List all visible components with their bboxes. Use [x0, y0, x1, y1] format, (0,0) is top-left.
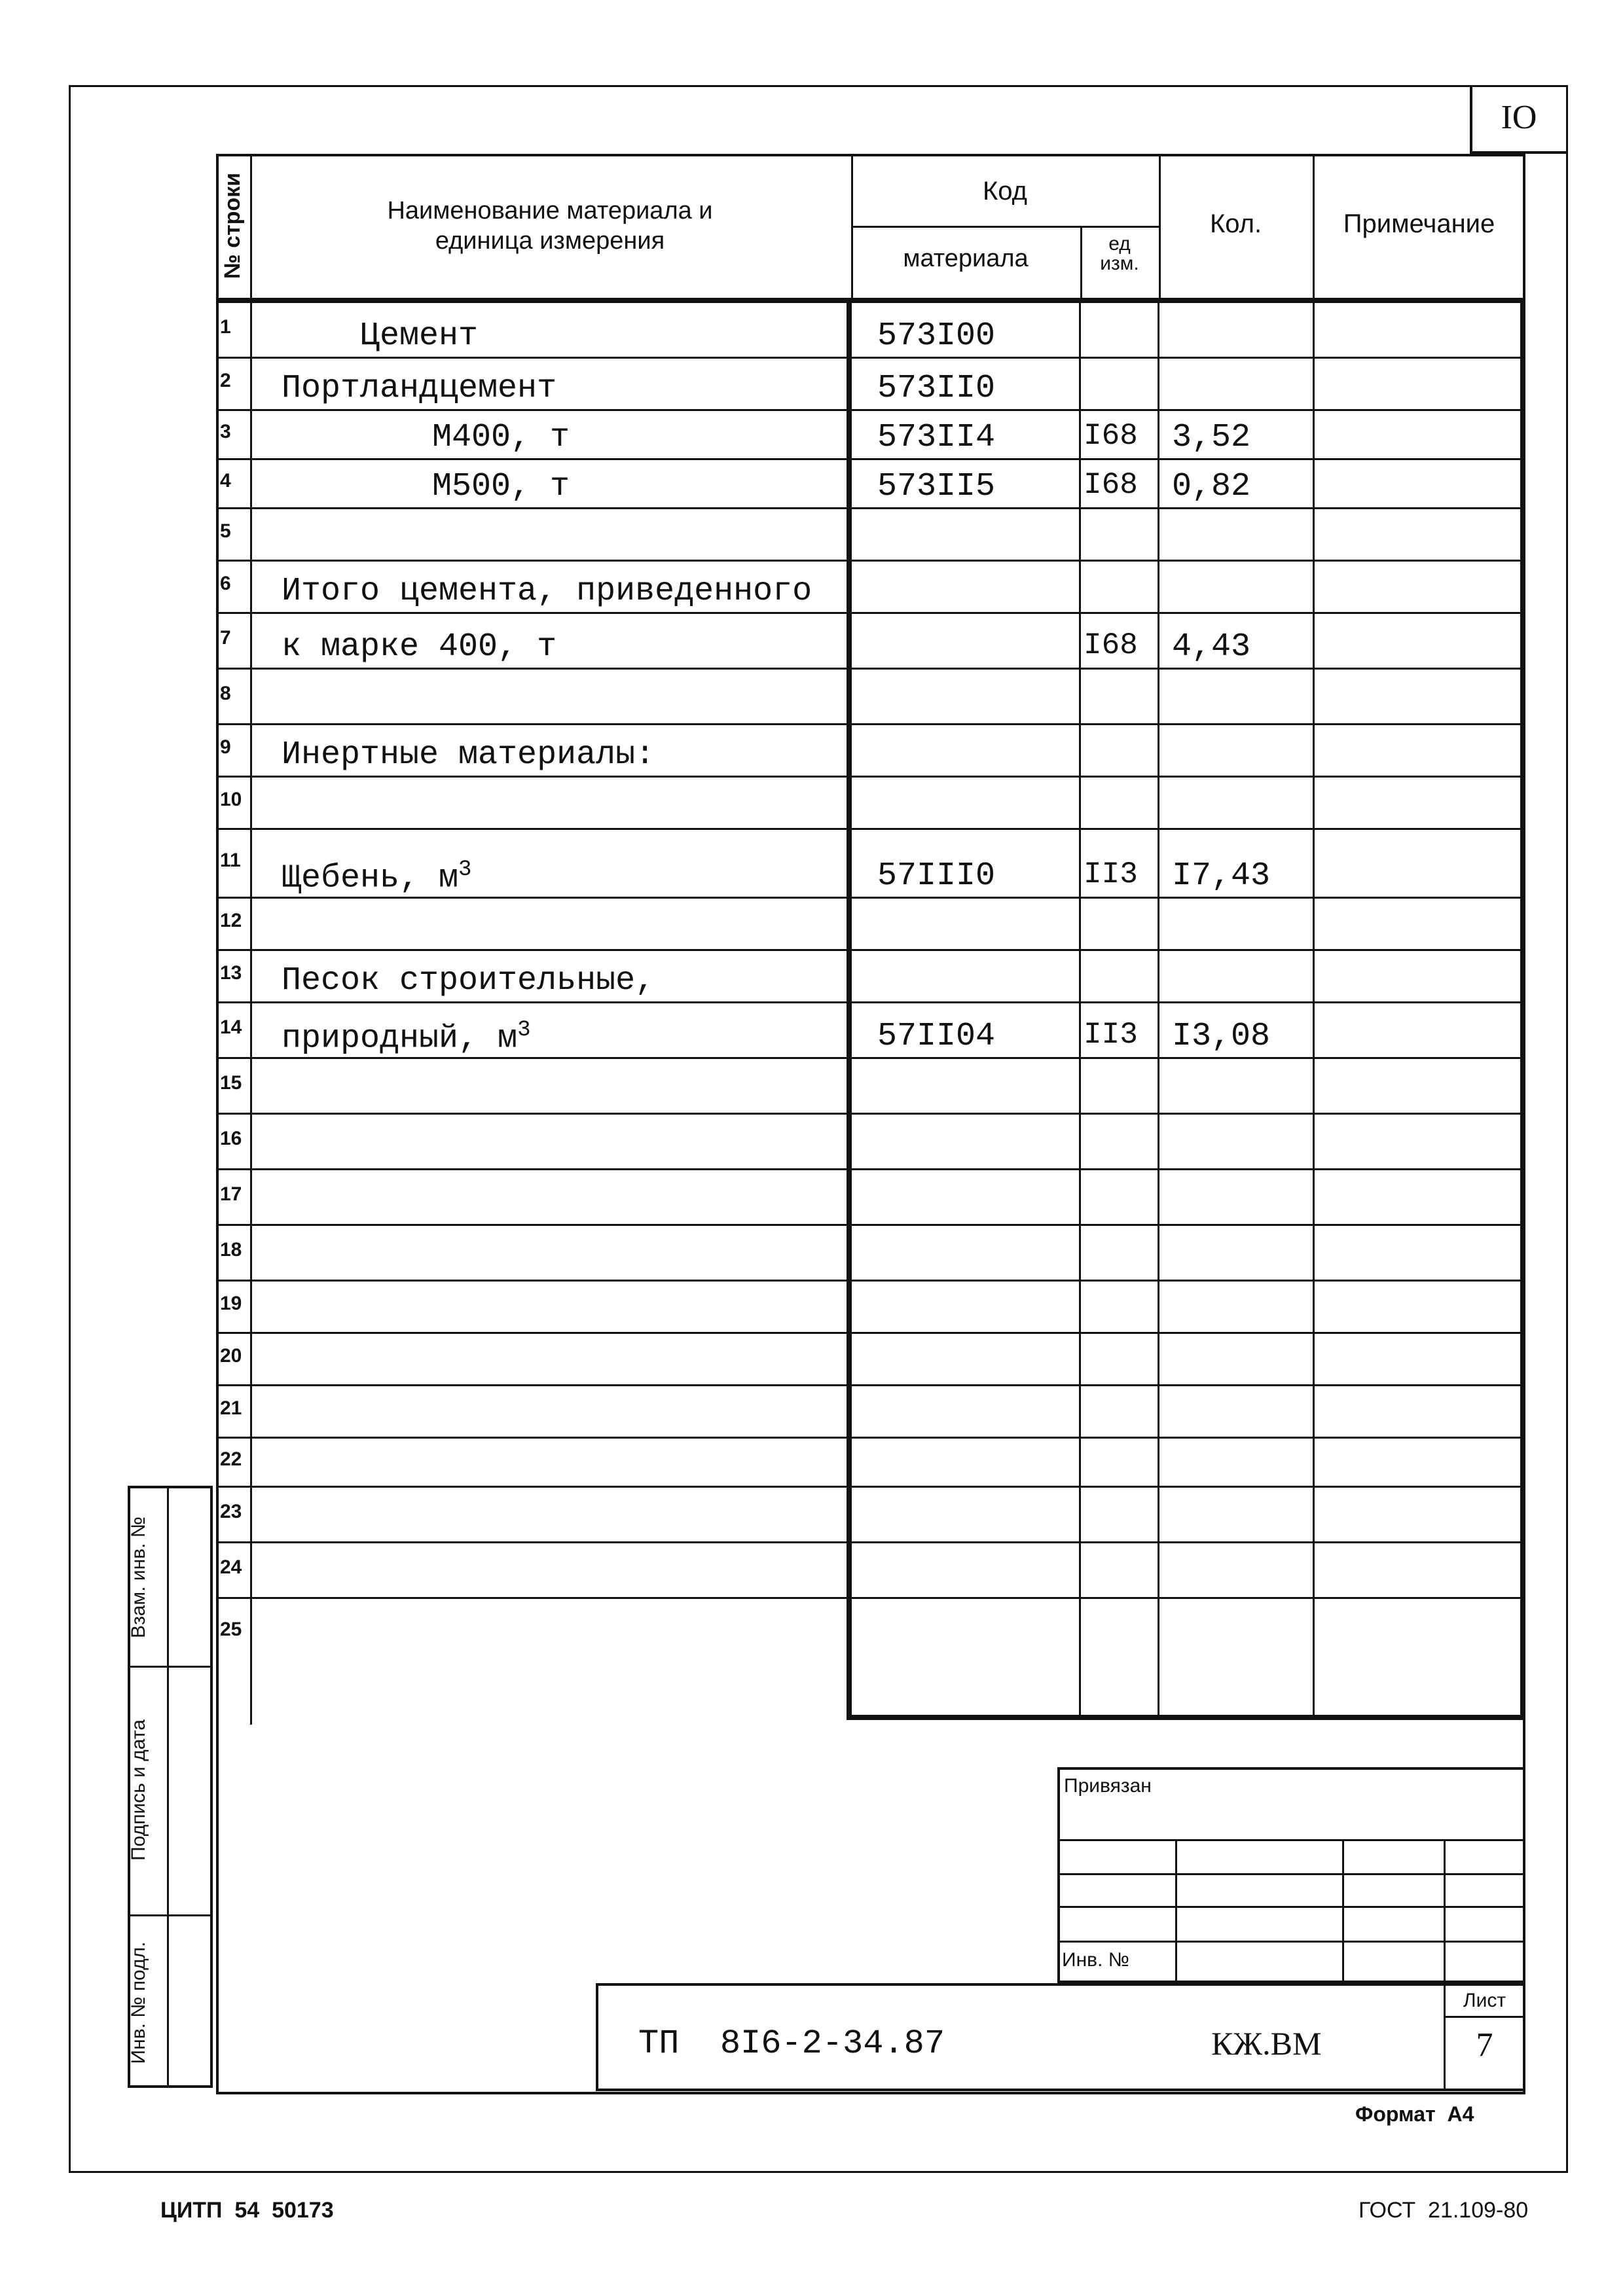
material-code: 57II04 [877, 1018, 996, 1055]
table-row [216, 1280, 1525, 1332]
table-row [216, 1437, 1525, 1486]
header-note: Примечание [1343, 209, 1495, 238]
quantity: I3,08 [1172, 1018, 1271, 1055]
row-number: 17 [220, 1183, 242, 1205]
row-number: 22 [220, 1448, 242, 1470]
sheet-label: Лист [1463, 1990, 1506, 2011]
row-number: 5 [220, 520, 231, 542]
footer-left: ЦИТП 54 50173 [160, 2198, 334, 2223]
unit-superscript: 3 [458, 857, 472, 882]
header-name: Наименование материала и единица измерения [387, 197, 713, 255]
side-stamp-vdiv [167, 1486, 169, 2088]
table-row [216, 668, 1525, 723]
header-qty: Кол. [1209, 209, 1262, 238]
row-number: 14 [220, 1016, 242, 1038]
row-number: 20 [220, 1345, 242, 1367]
footer-right: ГОСТ 21.109-80 [1359, 2198, 1529, 2223]
material-name: Инертные материалы: [282, 736, 655, 774]
privyazan-h4 [1057, 1941, 1525, 1943]
sheet-value: 7 [1476, 2026, 1493, 2064]
table-row [216, 1486, 1525, 1541]
material-name: Цемент [360, 317, 479, 355]
body-bottom [847, 1715, 1525, 1720]
quantity: I7,43 [1172, 857, 1271, 895]
table-row [216, 1384, 1525, 1437]
unit-superscript: 3 [517, 1018, 531, 1043]
privyazan-v3 [1444, 1839, 1446, 1983]
material-name: Песок строительные, [282, 962, 655, 999]
format-label: Формат А4 [1355, 2102, 1474, 2126]
row-number: 1 [220, 315, 231, 338]
unit-code: I68 [1084, 419, 1138, 453]
table-row [216, 897, 1525, 949]
privyazan-h3 [1057, 1906, 1525, 1908]
header-row-no: № строки [220, 172, 245, 279]
material-name: М400, т [432, 419, 570, 456]
row-number: 9 [220, 736, 231, 758]
row-number: 15 [220, 1071, 242, 1094]
header-unit: ед изм. [1100, 233, 1139, 274]
title-sheet-h [1444, 2016, 1525, 2018]
quantity: 3,52 [1172, 419, 1251, 456]
material-name: к марке 400, т [282, 628, 557, 666]
privyazan-h1 [1057, 1839, 1525, 1841]
row-number: 2 [220, 370, 231, 391]
unit-code: I68 [1084, 468, 1138, 502]
row-number: 8 [220, 682, 231, 704]
table-row [216, 1113, 1525, 1168]
material-code: 573II5 [877, 468, 996, 505]
doc-code: ТП 8I6-2-34.87 [638, 2024, 945, 2063]
table-row [216, 1168, 1525, 1224]
page-number: IO [1501, 99, 1537, 136]
row-number: 6 [220, 573, 231, 594]
row-number: 21 [220, 1397, 242, 1419]
stamp-inv-podl: Инв. № подл. [128, 1941, 149, 2064]
privyazan-label: Привязан [1064, 1775, 1152, 1797]
material-name: Итого цемента, приведенного [282, 573, 812, 610]
row-number: 4 [220, 469, 231, 492]
header-material: материала [903, 245, 1029, 272]
material-name: Портландцемент [282, 370, 557, 407]
row-number: 7 [220, 626, 231, 649]
material-name: М500, т [432, 468, 570, 505]
doc-mark: КЖ.ВМ [1211, 2025, 1322, 2062]
row-number: 25 [220, 1618, 242, 1640]
material-name: природный, $м^3$ [282, 1018, 531, 1058]
table-row [216, 776, 1525, 828]
table-row [216, 1224, 1525, 1280]
row-number: 24 [220, 1556, 242, 1578]
row-number: 3 [220, 420, 231, 442]
privyazan-h2 [1057, 1873, 1525, 1875]
stamp-podpis: Подпись и дата [128, 1719, 149, 1861]
material-code: 573II4 [877, 419, 996, 456]
stamp-vzam: Взам. инв. № [128, 1516, 149, 1638]
inv-no-label: Инв. № [1062, 1949, 1129, 1971]
material-code: 57III0 [877, 857, 996, 895]
table-row [216, 409, 1525, 458]
material-code: 573II0 [877, 370, 996, 407]
row-number: 19 [220, 1293, 242, 1314]
row-number: 11 [220, 849, 241, 871]
quantity: 0,82 [1172, 468, 1251, 505]
row-number: 23 [220, 1500, 242, 1522]
privyazan-v2 [1342, 1839, 1344, 1983]
unit-code: I68 [1084, 628, 1138, 662]
privyazan-v1 [1175, 1839, 1177, 1983]
row-number: 18 [220, 1238, 242, 1261]
row-number: 16 [220, 1127, 242, 1149]
quantity: 4,43 [1172, 628, 1251, 666]
unit-code: II3 [1084, 1018, 1138, 1052]
row-number: 12 [220, 910, 242, 931]
row-number: 13 [220, 962, 242, 984]
row-number: 10 [220, 789, 242, 810]
table-row [216, 1057, 1525, 1113]
unit-code: II3 [1084, 857, 1138, 891]
header-code: Код [982, 177, 1027, 206]
side-stamp-div2 [128, 1914, 213, 1916]
side-stamp-div1 [128, 1666, 213, 1668]
table-row [216, 458, 1525, 507]
table-row [216, 507, 1525, 560]
table-row [216, 1332, 1525, 1384]
code-subdivider [851, 226, 1159, 228]
material-name: Щебень, $м^3$ [282, 857, 472, 897]
material-code: 573I00 [877, 317, 996, 355]
table-row [216, 1597, 1525, 1666]
table-row [216, 1541, 1525, 1597]
